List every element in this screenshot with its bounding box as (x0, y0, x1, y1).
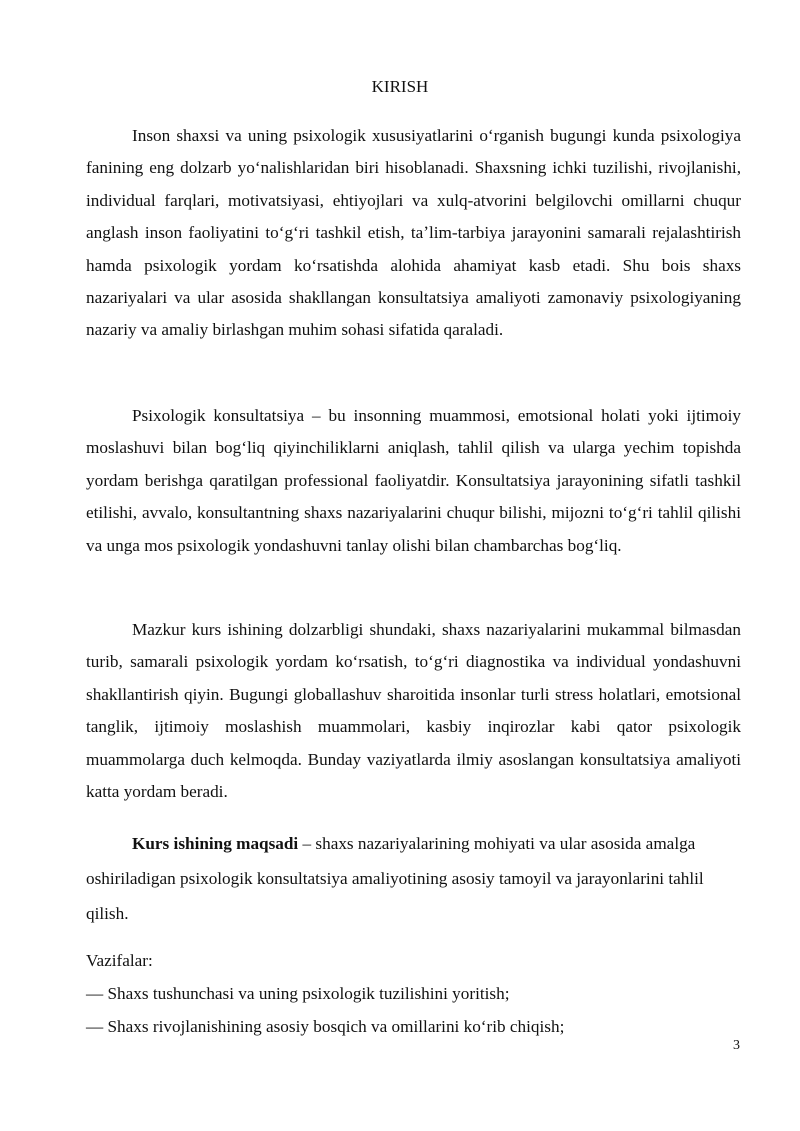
aim-label: Kurs ishining maqsadi (132, 834, 299, 853)
task-item: — Shaxs tushunchasi va uning psixologik tuzilishini yoritish; (86, 984, 510, 1003)
task-item: — Shaxs rivojlanishining asosiy bosqich va omillarini koʻrib chiqish; (86, 1017, 565, 1036)
intro-paragraph-1: Inson shaxsi va uning psixologik xususiyatlarini oʻrganish bugungi kunda psixologiya fanining eng dolzarb yoʻnalishlaridan biri hisoblanadi. Shaxsning ichki tuzilishi, rivojlanishi, individual farqlari, motivatsiyasi, ehtiyojlari va xulq-atvorini belgilovchi omillarni chuqur anglash inson faoliyatini toʻgʻri tashkil etish, taʼlim-tarbiya jarayonini samarali rejalashtirish hamda psixologik yordam koʻrsatishda alohida ahamiyat kasb etadi. Shu bois shaxs nazariyalari va ular asosida shakllangan konsultatsiya amaliyoti zamonaviy psixologiyaning nazariy va amaliy birlashgan muhim sohasi sifatida qaraladi. (86, 126, 741, 340)
tasks-heading: Vazifalar: (86, 951, 153, 970)
aim-paragraph (86, 826, 706, 931)
page-number: 3 (733, 1038, 740, 1053)
intro-paragraph-2: Psixologik konsultatsiya – bu insonning muammosi, emotsional holati yoki ijtimoiy moslashuvi bilan bogʻliq qiyinchiliklarni aniqlash, tahlil qilish va ularga yechim topishda yordam berishga qaratilgan professional faoliyatdir. Konsultatsiya jarayonining sifatli tashkil etilishi, avvalo, konsultantning shaxs nazariyalarini chuqur bilishi, mijozni toʻgʻri tahlil qilishi va unga mos psixologik yondashuvni tanlay olishi bilan chambarchas bogʻliq. (86, 406, 741, 555)
intro-paragraph-3: Mazkur kurs ishining dolzarbligi shundaki, shaxs nazariyalarini mukammal bilmasdan turib, samarali psixologik yordam koʻrsatish, toʻgʻri diagnostika va individual yondashuvni shakllantirish qiyin. Bugungi globallashuv sharoitida insonlar turli stress holatlari, emotsional tanglik, ijtimoiy moslashish muammolari, kasbiy inqirozlar kabi qator psixologik muammolarga duch kelmoqda. Bunday vaziyatlarda ilmiy asoslangan konsultatsiya amaliyoti katta yordam beradi. (86, 620, 741, 802)
aim-text: – shaxs nazariyalarining mohiyati va ular asosida amalga oshiriladigan psixologik konsultatsiya amaliyotining asosiy tamoyil va jarayonlarini tahlil qilish. (86, 834, 704, 923)
page-title: KIRISH (371, 77, 429, 96)
tasks-list (86, 944, 741, 1043)
